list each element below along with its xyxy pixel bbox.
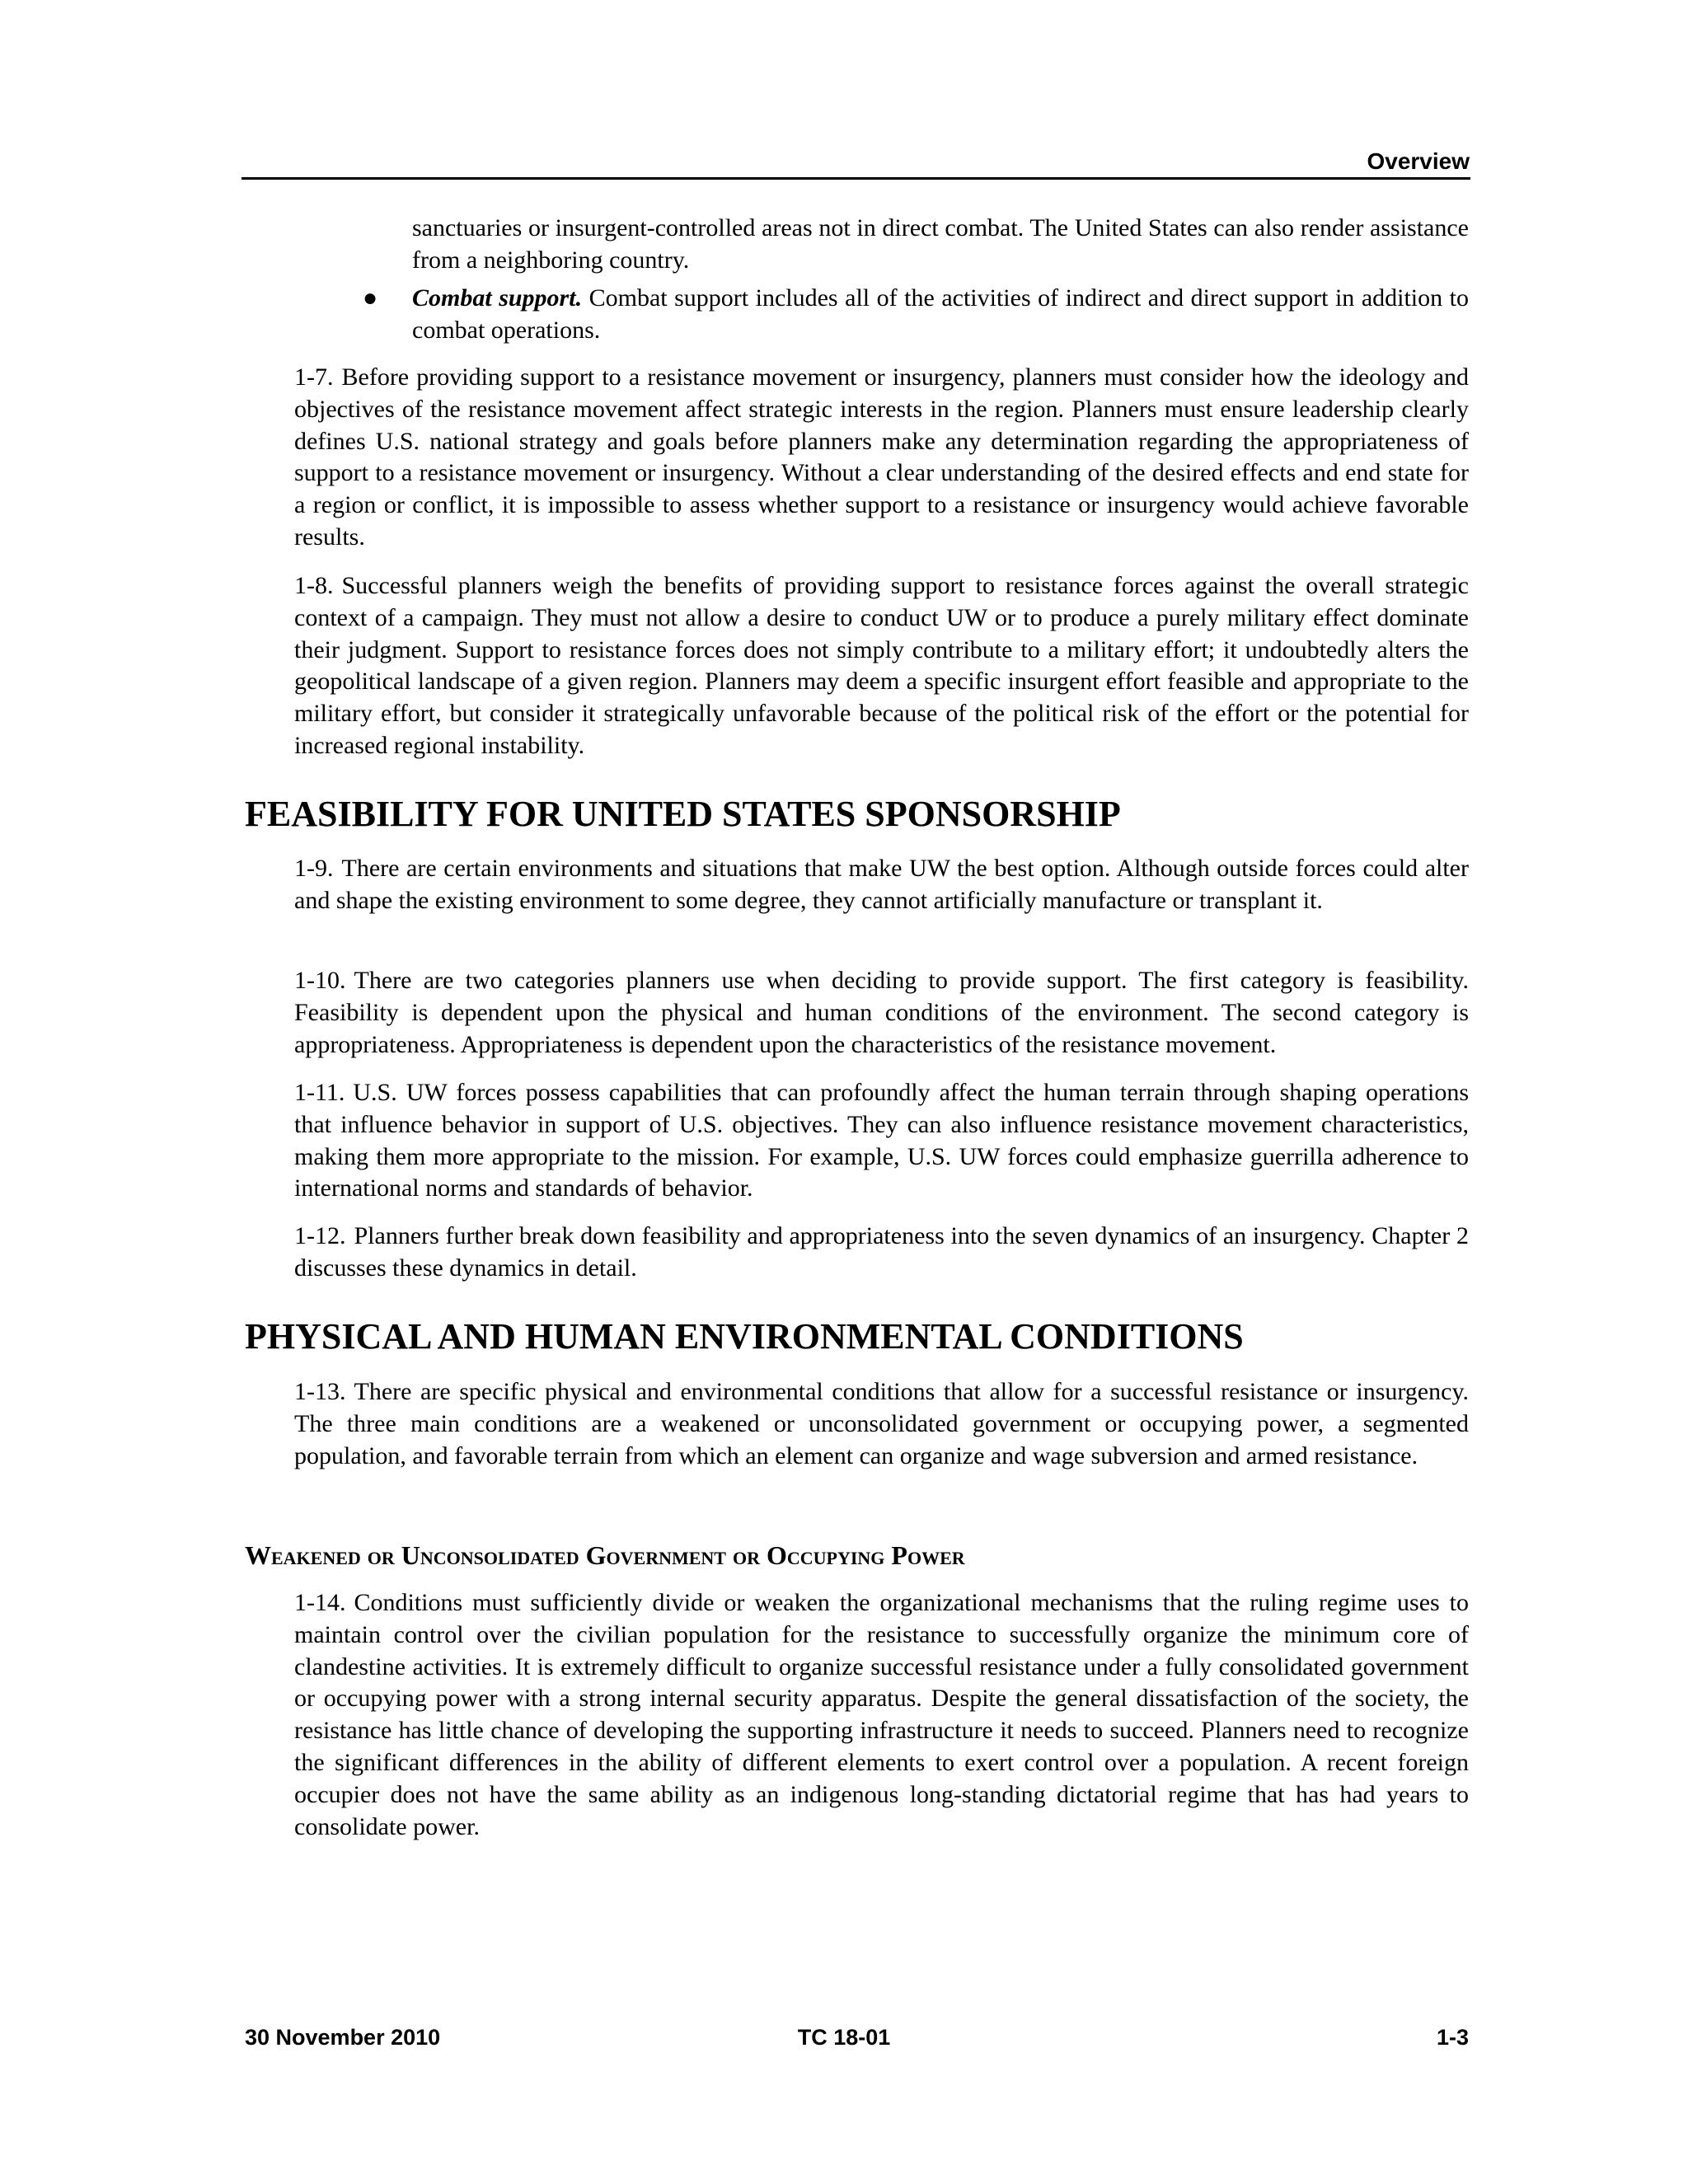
subheading-weakened-government: Weakened or Unconsolidated Government or Occupying Power xyxy=(245,1540,965,1570)
footer-page-number: 1-3 xyxy=(1436,2025,1469,2050)
paragraph-text: Planners further break down feasibility and appropriateness into the seven dynamics of an insurgency. Chapter 2 discusses these dynamics in detail. xyxy=(294,1222,1469,1282)
paragraph-text: There are specific physical and environmental conditions that allow for a successful resistance or insurgency. The three main conditions are a weakened or unconsolidated government or occupying power, a segmented population, and favorable terrain from which an element can organize and wage subversion and armed resistance. xyxy=(294,1378,1469,1469)
continued-bullet-text: sanctuaries or insurgent-controlled areas not in direct combat. The United States can also render assistance from a neighboring country. xyxy=(412,214,1469,274)
paragraph-1-12 xyxy=(294,1221,1469,1285)
paragraph-text: Conditions must sufficiently divide or weaken the organizational mechanisms that the ruling regime uses to maintain control over the civilian population for the resistance to successfully organize the minimum core of clandestine activities. It is extremely difficult to organize successful resistance under a fully consolidated government or occupying power with a strong internal security apparatus. Despite the general dissatisfaction of the society, the resistance has little chance of developing the supporting infrastructure it needs to succeed. Planners need to recognize the significant differences in the ability of different elements to exert control over a population. A recent foreign occupier does not have the same ability as an indigenous long-standing dictatorial regime that has had years to consolidate power. xyxy=(294,1589,1469,1840)
bullet-icon: ● xyxy=(363,284,378,312)
running-header-title: Overview xyxy=(1367,148,1470,174)
paragraph-1-14 xyxy=(294,1587,1469,1843)
paragraph-text: Successful planners weigh the benefits of providing support to resistance forces against the overall strategic context of a campaign. They must not allow a desire to conduct UW or to produce a purely military effect dominate their judgment. Support to resistance forces does not simply contribute to a military effort; it undoubtedly alters the geopolitical landscape of a given region. Planners may deem a specific insurgent effort feasible and appropriate to the military effort, but consider it strategically unfavorable because of the political risk of the effort or the potential for increased regional instability. xyxy=(294,572,1469,759)
paragraph-1-8 xyxy=(294,570,1469,762)
paragraph-number: 1-12. xyxy=(294,1222,346,1249)
paragraph-number: 1-13. xyxy=(294,1378,346,1405)
paragraph-1-10 xyxy=(294,965,1469,1061)
paragraph-number: 1-11. xyxy=(294,1079,345,1106)
paragraph-1-9 xyxy=(294,853,1469,917)
bullet-combat-support xyxy=(412,283,1469,347)
bullet-text: Combat support includes all of the activities of indirect and direct support in addition to combat operations. xyxy=(412,284,1469,344)
section-heading-feasibility: FEASIBILITY FOR UNITED STATES SPONSORSHIP xyxy=(245,794,1121,834)
paragraph-number: 1-7. xyxy=(294,363,334,391)
paragraph-1-11 xyxy=(294,1077,1469,1205)
paragraph-text: There are certain environments and situations that make UW the best option. Although outside forces could alter and shape the existing environment to some degree, they cannot artificially manufacture or transplant it. xyxy=(294,855,1469,914)
header-rule xyxy=(241,177,1470,180)
bullet-term: Combat support. xyxy=(412,284,583,312)
paragraph-number: 1-8. xyxy=(294,572,334,599)
paragraph-1-13 xyxy=(294,1376,1469,1472)
footer-date: 30 November 2010 xyxy=(245,2025,441,2050)
paragraph-text: Before providing support to a resistance movement or insurgency, planners must consider how the ideology and objectives of the resistance movement affect strategic interests in the region. Planners must ensure leadership clearly defines U.S. national strategy and goals before planners make any determination regarding the appropriateness of support to a resistance movement or insurgency. Without a clear understanding of the desired effects and end state for a region or conflict, it is impossible to assess whether support to a resistance or insurgency would achieve favorable results. xyxy=(294,363,1469,551)
paragraph-text: U.S. UW forces possess capabilities that can profoundly affect the human terrain through shaping operations that influence behavior in support of U.S. objectives. They can also influence resistance movement characteristics, making them more appropriate to the mission. For example, U.S. UW forces could emphasize guerrilla adherence to international norms and standards of behavior. xyxy=(294,1079,1469,1202)
footer-doc-id: TC 18-01 xyxy=(797,2025,891,2050)
paragraph-number: 1-9. xyxy=(294,855,334,882)
section-heading-conditions: PHYSICAL AND HUMAN ENVIRONMENTAL CONDITIONS xyxy=(245,1316,1244,1357)
paragraph-text: There are two categories planners use when deciding to provide support. The first category is feasibility. Feasibility is dependent upon the physical and human conditions of the environment. The second category is appropriateness. Appropriateness is dependent upon the characteristics of the resistance movement. xyxy=(294,967,1469,1058)
paragraph-number: 1-10. xyxy=(294,967,346,994)
paragraph-1-7 xyxy=(294,362,1469,554)
paragraph-number: 1-14. xyxy=(294,1589,346,1616)
